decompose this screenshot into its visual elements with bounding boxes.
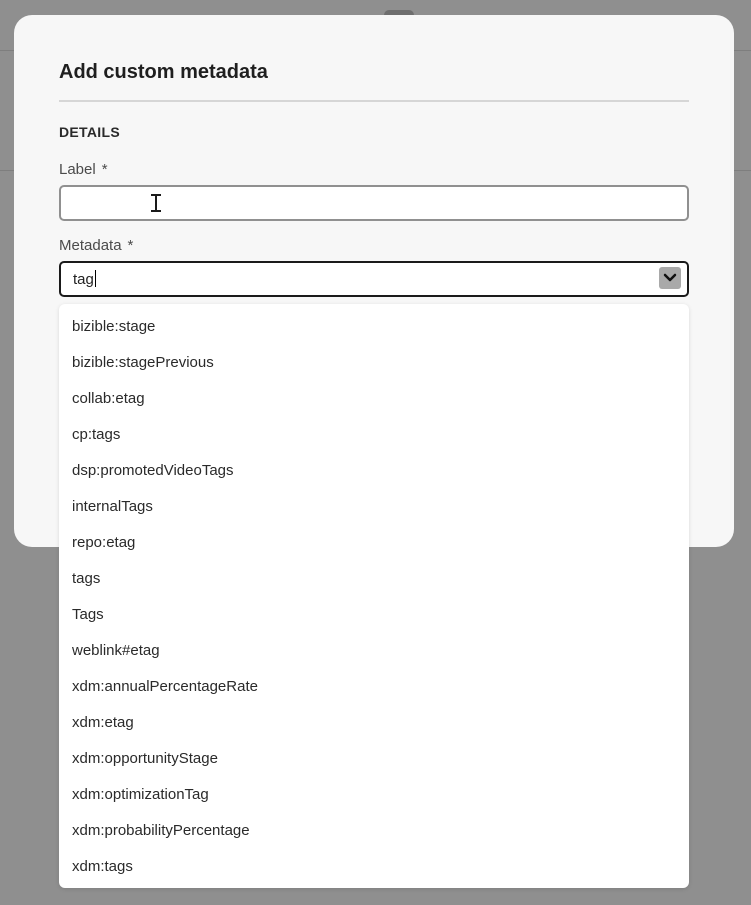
- combobox-toggle-button[interactable]: [659, 267, 681, 289]
- label-input[interactable]: [59, 185, 689, 221]
- text-caret: [95, 270, 96, 287]
- list-item[interactable]: xdm:optimizationTag: [72, 786, 209, 803]
- metadata-suggestions-list: [59, 304, 689, 888]
- list-item[interactable]: Tags: [72, 606, 104, 623]
- list-item[interactable]: xdm:opportunityStage: [72, 750, 218, 767]
- metadata-input-value: tag: [73, 271, 94, 288]
- text-cursor-icon: [150, 194, 162, 212]
- list-item[interactable]: bizible:stage: [72, 318, 156, 335]
- list-item[interactable]: internalTags: [72, 498, 153, 515]
- section-heading: DETAILS: [59, 124, 120, 140]
- background-divider: [734, 170, 751, 171]
- list-item[interactable]: dsp:promotedVideoTags: [72, 462, 234, 479]
- chevron-down-icon: [663, 273, 677, 283]
- list-item[interactable]: weblink#etag: [72, 642, 160, 659]
- dialog-title: Add custom metadata: [59, 61, 268, 83]
- label-field-label: [59, 161, 108, 178]
- label-field-text: Label: [59, 161, 96, 178]
- title-divider: [59, 100, 689, 102]
- list-item[interactable]: xdm:tags: [72, 858, 133, 875]
- list-item[interactable]: bizible:stagePrevious: [72, 354, 214, 371]
- background-divider: [734, 50, 751, 51]
- list-item[interactable]: xdm:annualPercentageRate: [72, 678, 258, 695]
- metadata-combobox[interactable]: [59, 261, 689, 297]
- background-divider: [0, 50, 14, 51]
- required-marker: *: [127, 237, 134, 254]
- background-divider: [0, 170, 14, 171]
- list-item[interactable]: xdm:etag: [72, 714, 134, 731]
- list-item[interactable]: xdm:probabilityPercentage: [72, 822, 250, 839]
- list-item[interactable]: tags: [72, 570, 101, 587]
- metadata-field-label: [59, 237, 133, 254]
- metadata-field-text: Metadata: [59, 237, 122, 254]
- list-item[interactable]: collab:etag: [72, 390, 145, 407]
- list-item[interactable]: repo:etag: [72, 534, 136, 551]
- metadata-input[interactable]: [73, 270, 96, 288]
- required-marker: *: [101, 161, 108, 178]
- list-item[interactable]: cp:tags: [72, 426, 121, 443]
